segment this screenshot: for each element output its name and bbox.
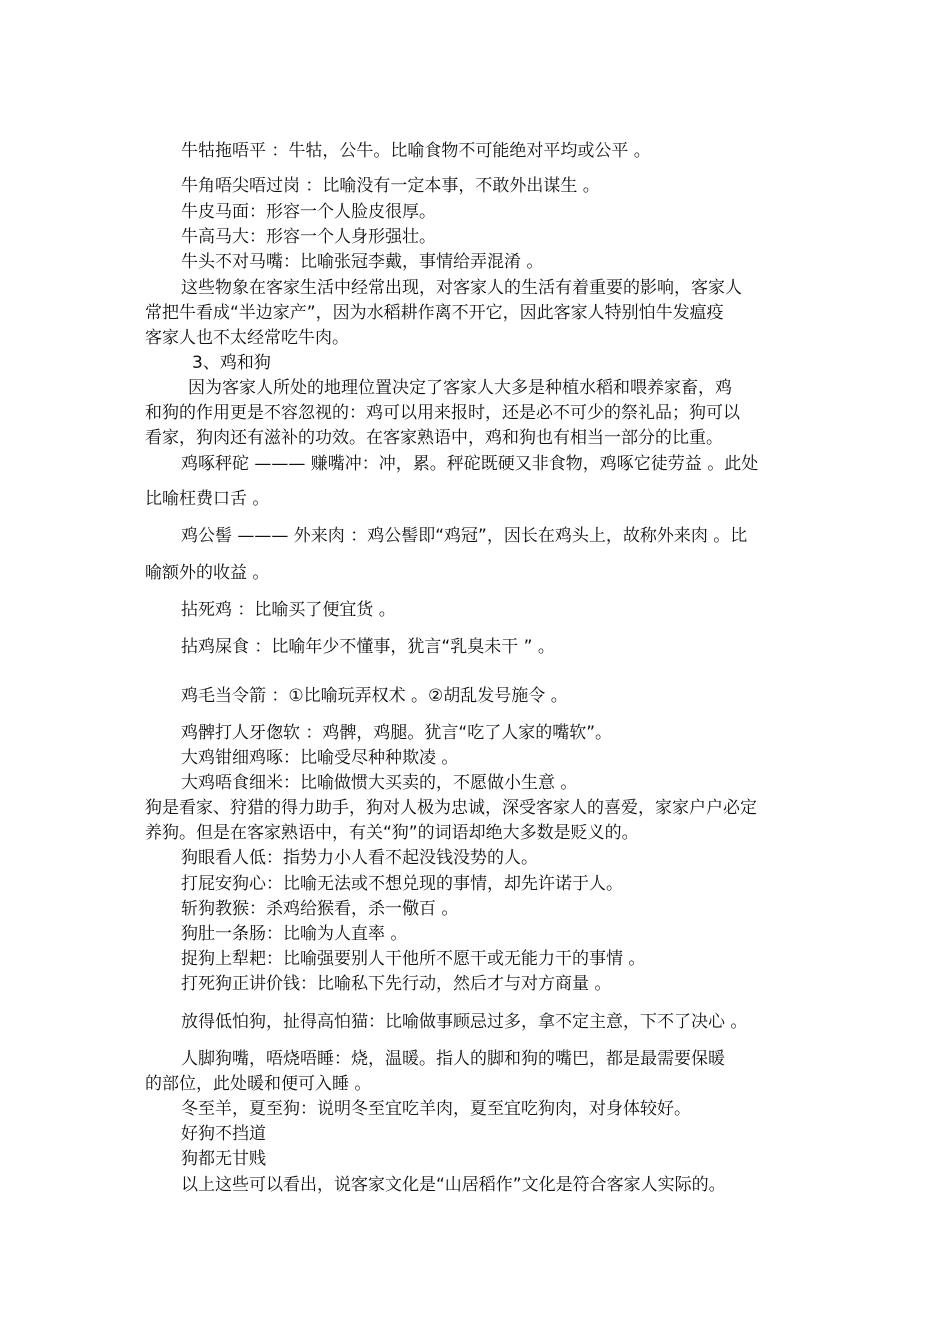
idiom-line: 鸡啄秤砣 ——— 赚嘴冲：冲，累。秤砣既硬又非食物，鸡啄它徒劳益 。此处 bbox=[181, 454, 759, 474]
paragraph-line: 养狗。但是在客家熟语中，有关“狗”的词语却绝大多数是贬义的。 bbox=[145, 823, 639, 843]
paragraph-line: 客家人也不太经常吃牛肉。 bbox=[145, 328, 349, 348]
idiom-line: 喻额外的收益 。 bbox=[145, 563, 270, 583]
paragraph-line: 狗是看家、狩猎的得力助手，狗对人极为忠诚，深受客家人的喜爱，家家户户必定 bbox=[145, 798, 757, 818]
idiom-line: 打死狗正讲价钱：比喻私下先行动，然后才与对方商量 。 bbox=[181, 974, 612, 994]
idiom-line: 打屁安狗心：比喻无法或不想兑现的事情，却先许诺于人。 bbox=[181, 874, 623, 894]
section-heading: 3、鸡和狗 bbox=[192, 353, 271, 373]
paragraph-line: 和狗的作用更是不容忽视的：鸡可以用来报时，还是必不可少的祭礼品；狗可以 bbox=[145, 403, 740, 423]
paragraph-line: 因为客家人所处的地理位置决定了客家人大多是种植水稻和喂养家畜，鸡 bbox=[188, 378, 732, 398]
idiom-line: 鸡髀打人牙偬软 ：鸡髀，鸡腿。犹言“吃了人家的嘴软”。 bbox=[181, 723, 613, 743]
idiom-line: 斩狗教猴：杀鸡给猴看，杀一儆百 。 bbox=[181, 899, 459, 919]
idiom-line: 比喻枉费口舌 。 bbox=[145, 489, 270, 509]
idiom-line: 拈鸡屎食 ：比喻年少不懂事，犹言“乳臭未干 ” 。 bbox=[181, 637, 555, 657]
idiom-line: 鸡毛当令箭 ：①比喻玩弄权术 。②胡乱发号施令 。 bbox=[181, 686, 568, 706]
idiom-line: 好狗不挡道 bbox=[181, 1124, 266, 1144]
idiom-line: 牛牯拖唔平 ：牛牯，公牛。比喻食物不可能绝对平均或公平 。 bbox=[181, 141, 651, 161]
paragraph-line: 常把牛看成“半边家产”，因为水稻耕作离不开它，因此客家人特别怕牛发瘟疫 bbox=[145, 303, 724, 323]
idiom-line: 狗眼看人低：指势力小人看不起没钱没势的人。 bbox=[181, 848, 538, 868]
idiom-line: 捉狗上犁耙：比喻强要别人干他所不愿干或无能力干的事情 。 bbox=[181, 949, 646, 969]
paragraph-line: 看家，狗肉还有滋补的功效。在客家熟语中，鸡和狗也有相当一部分的比重。 bbox=[145, 428, 723, 448]
idiom-line: 牛皮马面：形容一个人脸皮很厚。 bbox=[181, 202, 436, 222]
idiom-line: 狗肚一条肠：比喻为人直率 。 bbox=[181, 924, 408, 944]
idiom-line: 鸡公髻 ——— 外来肉 ：鸡公髻即“鸡冠”，因长在鸡头上，故称外来肉 。比 bbox=[181, 526, 748, 546]
paragraph-line: 这些物象在客家生活中经常出现，对客家人的生活有着重要的影响，客家人 bbox=[181, 278, 742, 298]
paragraph-line: 以上这些可以看出，说客家文化是“山居稻作”文化是符合客家人实际的。 bbox=[181, 1175, 726, 1195]
idiom-line: 拈死鸡 ：比喻买了便宜货 。 bbox=[181, 600, 396, 620]
idiom-line: 大鸡唔食细米：比喻做惯大买卖的，不愿做小生意 。 bbox=[181, 773, 578, 793]
idiom-line: 的部位，此处暖和便可入睡 。 bbox=[145, 1074, 372, 1094]
idiom-line: 牛角唔尖唔过岗 ：比喻没有一定本事，不敢外出谋生 。 bbox=[181, 176, 600, 196]
idiom-line: 人脚狗嘴，唔烧唔睡：烧，温暖。指人的脚和狗的嘴巴，都是最需要保暖 bbox=[181, 1049, 725, 1069]
idiom-line: 大鸡钳细鸡啄：比喻受尽种种欺凌 。 bbox=[181, 748, 459, 768]
idiom-line: 放得低怕狗，扯得高怕猫：比喻做事顾忌过多，拿不定主意，下不了决心 。 bbox=[181, 1012, 748, 1032]
idiom-line: 牛头不对马嘴：比喻张冠李戴，事情给弄混淆 。 bbox=[181, 252, 544, 272]
idiom-line: 狗都无甘贱 bbox=[181, 1149, 266, 1169]
idiom-line: 牛高马大：形容一个人身形强壮。 bbox=[181, 227, 436, 247]
idiom-line: 冬至羊，夏至狗：说明冬至宜吃羊肉，夏至宜吃狗肉，对身体较好。 bbox=[181, 1099, 691, 1119]
